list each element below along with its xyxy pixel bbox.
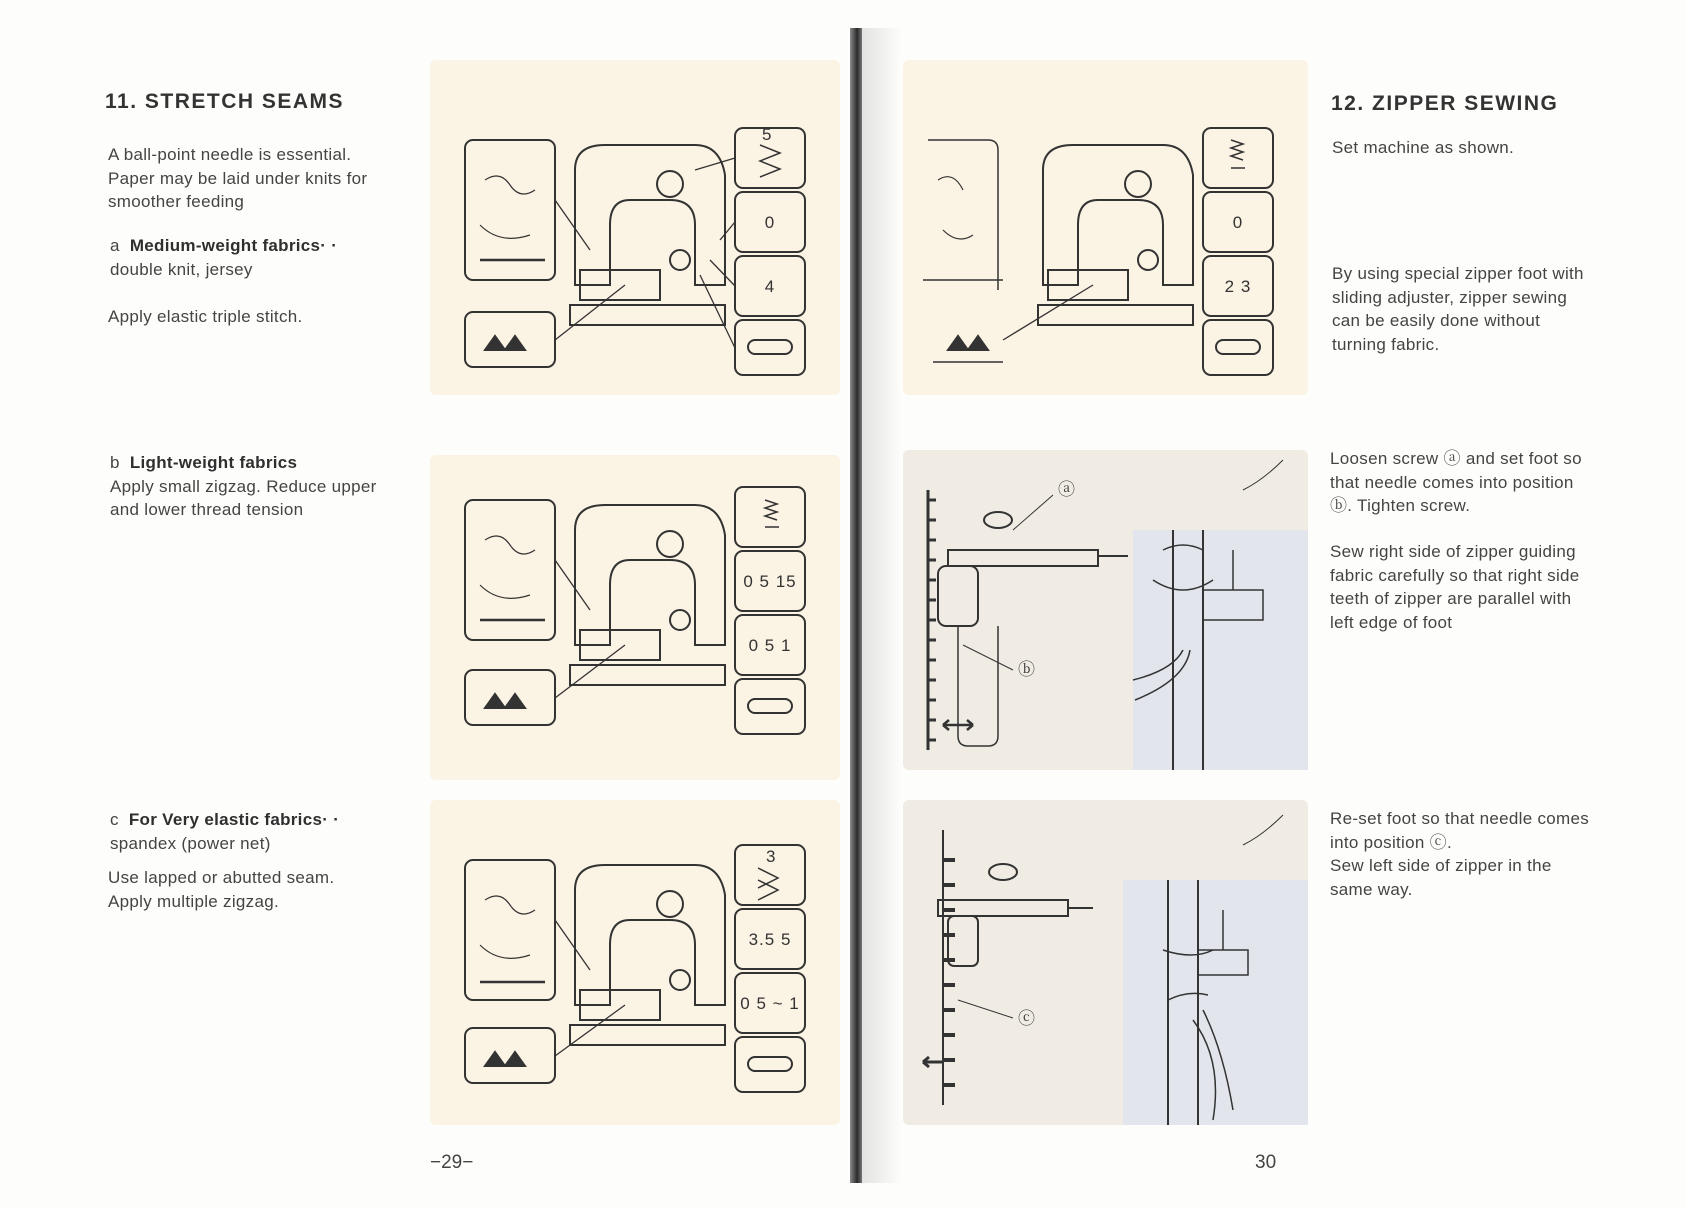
pattern-number-label: 5 [762,125,773,144]
machine-setting-figure-c [430,800,840,1125]
callout-c: ⓒ [1018,1009,1036,1028]
instruction-line: Apply small zigzag. Reduce upper [110,476,377,496]
section-heading: Light-weight fabrics [129,453,298,472]
section-c [110,808,410,855]
stitch-sample-panel [465,860,555,1000]
length-setting-label: 2 3 [1224,277,1252,296]
section-b [110,451,410,522]
intro-line: Paper may be laid under knits for [108,168,368,188]
length-setting-label: 0 5 1 [748,636,792,655]
machine-body [575,145,725,285]
sewing-machine-illustration [430,455,840,780]
text-line: Sew left side of zipper in the [1330,856,1552,875]
paragraph-sew-right-side [1330,540,1630,634]
text-line: left edge of foot [1330,612,1453,632]
buttonhole-selector-box [735,1037,805,1092]
section-a-instruction: Apply elastic triple stitch. [108,307,303,326]
feed-dog-panel [465,312,555,367]
text-line: ⓑ. Tighten screw. [1330,496,1471,515]
set-machine-text: Set machine as shown. [1332,138,1515,157]
zipper-foot-left-figure [903,800,1308,1125]
section-marker: a [110,236,120,255]
buttonhole-selector-box [1203,320,1273,375]
pattern-number-label: 3 [766,847,777,866]
machine-body [575,865,725,1005]
machine-setting-figure-a [430,60,840,395]
right-page [858,0,1685,1209]
paragraph-loosen-screw [1330,447,1630,518]
section-a [110,234,410,281]
machine-body [1043,145,1193,285]
text-line: turning fabric. [1332,334,1440,354]
text-line: Loosen screw ⓐ and set foot so [1330,449,1582,468]
adjust-screw [984,512,1012,528]
zipper-machine-setting-figure [903,60,1308,395]
callout-b: ⓑ [1018,660,1036,679]
sewing-machine-illustration [430,60,840,395]
intro-line: smoother feeding [108,192,245,211]
text-line: sliding adjuster, zipper sewing [1332,287,1568,307]
width-setting-label: 0 [764,213,776,232]
text-line: fabric carefully so that right side [1330,565,1580,585]
section-marker: c [110,810,119,829]
zipper-foot-right-figure [903,450,1308,770]
text-line: Sew right side of zipper guiding [1330,542,1576,561]
width-setting-label: 3.5 5 [748,930,792,949]
section-subheading: spandex (power net) [110,833,271,853]
page-number: −29− [430,1152,474,1173]
width-setting-label: 0 5 15 [743,572,797,591]
instruction-line: and lower thread tension [110,500,304,519]
zipper-foot-illustration [903,800,1308,1125]
page-number: 30 [1255,1152,1277,1173]
buttonhole-selector-box [735,320,805,375]
width-setting-label: 0 [1232,213,1244,232]
section-c-instruction [108,866,334,913]
machine-setting-figure-b [430,455,840,780]
paragraph-zipper-foot [1332,262,1622,356]
paragraph-reset-foot [1330,807,1630,901]
text-line: can be easily done without [1332,311,1541,330]
page-title: 11. STRETCH SEAMS [105,90,345,113]
length-setting-label: 0 5 ~ 1 [740,994,800,1013]
page-title: 12. ZIPPER SEWING [1331,92,1559,115]
instruction-line: Apply multiple zigzag. [108,891,280,911]
text-line: By using special zipper foot with [1332,264,1584,283]
sewing-machine-illustration [430,800,840,1125]
feed-dog-panel [465,1028,555,1083]
text-line: that needle comes into position [1330,472,1574,492]
intro-text [108,143,408,214]
feed-dog-panel [465,670,555,725]
machine-body [575,505,725,645]
section-heading: Medium-weight fabrics· · [129,236,338,255]
text-line: same way. [1330,879,1413,899]
section-marker: b [110,453,120,472]
text-line: Re-set foot so that needle comes [1330,809,1590,828]
section-subheading: double knit, jersey [110,259,253,279]
adjust-screw [989,864,1017,880]
instruction-line: Use lapped or abutted seam. [108,868,335,887]
sewing-machine-illustration [903,60,1308,395]
buttonhole-selector-box [735,679,805,734]
section-heading: For Very elastic fabrics· · [128,810,340,829]
text-line: into position ⓒ. [1330,832,1452,852]
zipper-foot-illustration [903,450,1308,770]
intro-line: A ball-point needle is essential. [108,145,352,164]
callout-a: ⓐ [1058,480,1076,499]
text-line: teeth of zipper are parallel with [1330,589,1572,608]
length-setting-label: 4 [764,277,776,296]
